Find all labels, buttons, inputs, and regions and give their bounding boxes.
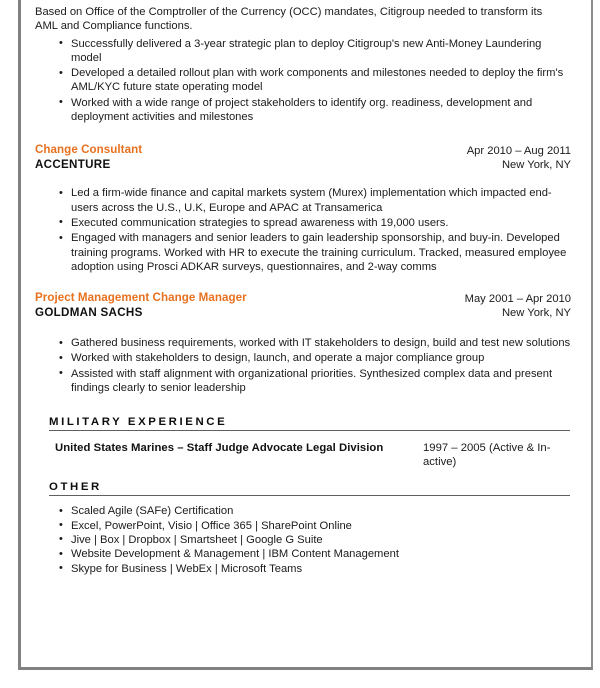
- military-entry: [35, 441, 571, 469]
- other-bullet-list: [35, 504, 571, 575]
- military-entry-dates: 1997 – 2005 (Active & In-active): [423, 442, 551, 469]
- job-heading-left: [35, 291, 465, 320]
- job-location: New York, NY: [501, 159, 571, 172]
- spacer: [35, 125, 571, 143]
- list-item: • Engaged with managers and senior leaders to gain leadership sponsorship, and buy-in. Developed training programs. Worked with HR to execute the training curriculum. Tracked, measured employee adoption using Prosci ADKAR surveys, questionnaires, and 2-way comms: [35, 231, 571, 274]
- list-item: • Website Development & Management | IBM Content Management: [35, 547, 571, 561]
- spacer: [35, 275, 571, 291]
- intro-paragraph: Based on Office of the Comptroller of the Currency (OCC) mandates, Citigroup needed to transform its AML and Compliance functions.: [35, 6, 543, 33]
- job-entry-accenture: [35, 143, 571, 172]
- list-item: • Led a firm-wide finance and capital markets system (Murex) implementation which impacted end-users across the U.S., U.K, Europe and APAC at Transamerica: [35, 186, 571, 215]
- spacer: [35, 469, 571, 481]
- list-item: • Developed a detailed rollout plan with work components and milestones needed to deploy the firm's AML/KYC future state operating model: [35, 66, 571, 95]
- job-bullet-list-accenture: [35, 186, 571, 274]
- spacer: [35, 431, 571, 441]
- section-heading-military-experience: MILITARY EXPERIENCE: [49, 416, 228, 429]
- spacer: [35, 396, 571, 416]
- list-item: • Scaled Agile (SAFe) Certification: [35, 504, 571, 518]
- resume-page-body: [21, 0, 591, 667]
- spacer: [35, 172, 571, 186]
- intro-bullet-list: [35, 37, 571, 125]
- job-dates: Apr 2010 – Aug 2011: [466, 145, 571, 158]
- list-item: • Worked with stakeholders to design, launch, and operate a major compliance group: [35, 351, 571, 365]
- job-title: Change Consultant: [35, 143, 143, 157]
- military-entry-name: United States Marines – Staff Judge Advocate Legal Division: [55, 442, 384, 455]
- resume-page: [18, 0, 593, 670]
- list-item: • Executed communication strategies to spread awareness with 19,000 users.: [35, 216, 571, 230]
- job-location: New York, NY: [501, 307, 571, 320]
- list-item: • Skype for Business | WebEx | Microsoft Teams: [35, 562, 571, 576]
- job-entry-goldman-sachs: [35, 291, 571, 320]
- list-item: • Successfully delivered a 3-year strategic plan to deploy Citigroup's new Anti-Money Laundering model: [35, 37, 571, 66]
- list-item: • Assisted with staff alignment with organizational priorities. Synthesized complex data and present findings clearly to senior leadership: [35, 367, 571, 396]
- list-item: • Gathered business requirements, worked with IT stakeholders to design, build and test new solutions: [35, 336, 571, 350]
- section-heading-other: OTHER: [49, 481, 102, 494]
- job-bullet-list-goldman-sachs: [35, 336, 571, 395]
- spacer: [35, 320, 571, 336]
- job-heading-right: [465, 291, 571, 320]
- job-title: Project Management Change Manager: [35, 291, 247, 305]
- job-company: GOLDMAN SACHS: [35, 306, 143, 320]
- job-heading-right: [467, 143, 571, 172]
- job-dates: May 2001 – Apr 2010: [464, 293, 571, 306]
- list-item: • Worked with a wide range of project stakeholders to identify org. readiness, development and deployment activities and milestones: [35, 96, 571, 125]
- spacer: [35, 496, 571, 504]
- job-company: ACCENTURE: [35, 158, 111, 172]
- job-heading-left: [35, 143, 467, 172]
- list-item: • Jive | Box | Dropbox | Smartsheet | Google G Suite: [35, 533, 571, 547]
- list-item: • Excel, PowerPoint, Visio | Office 365 | SharePoint Online: [35, 519, 571, 533]
